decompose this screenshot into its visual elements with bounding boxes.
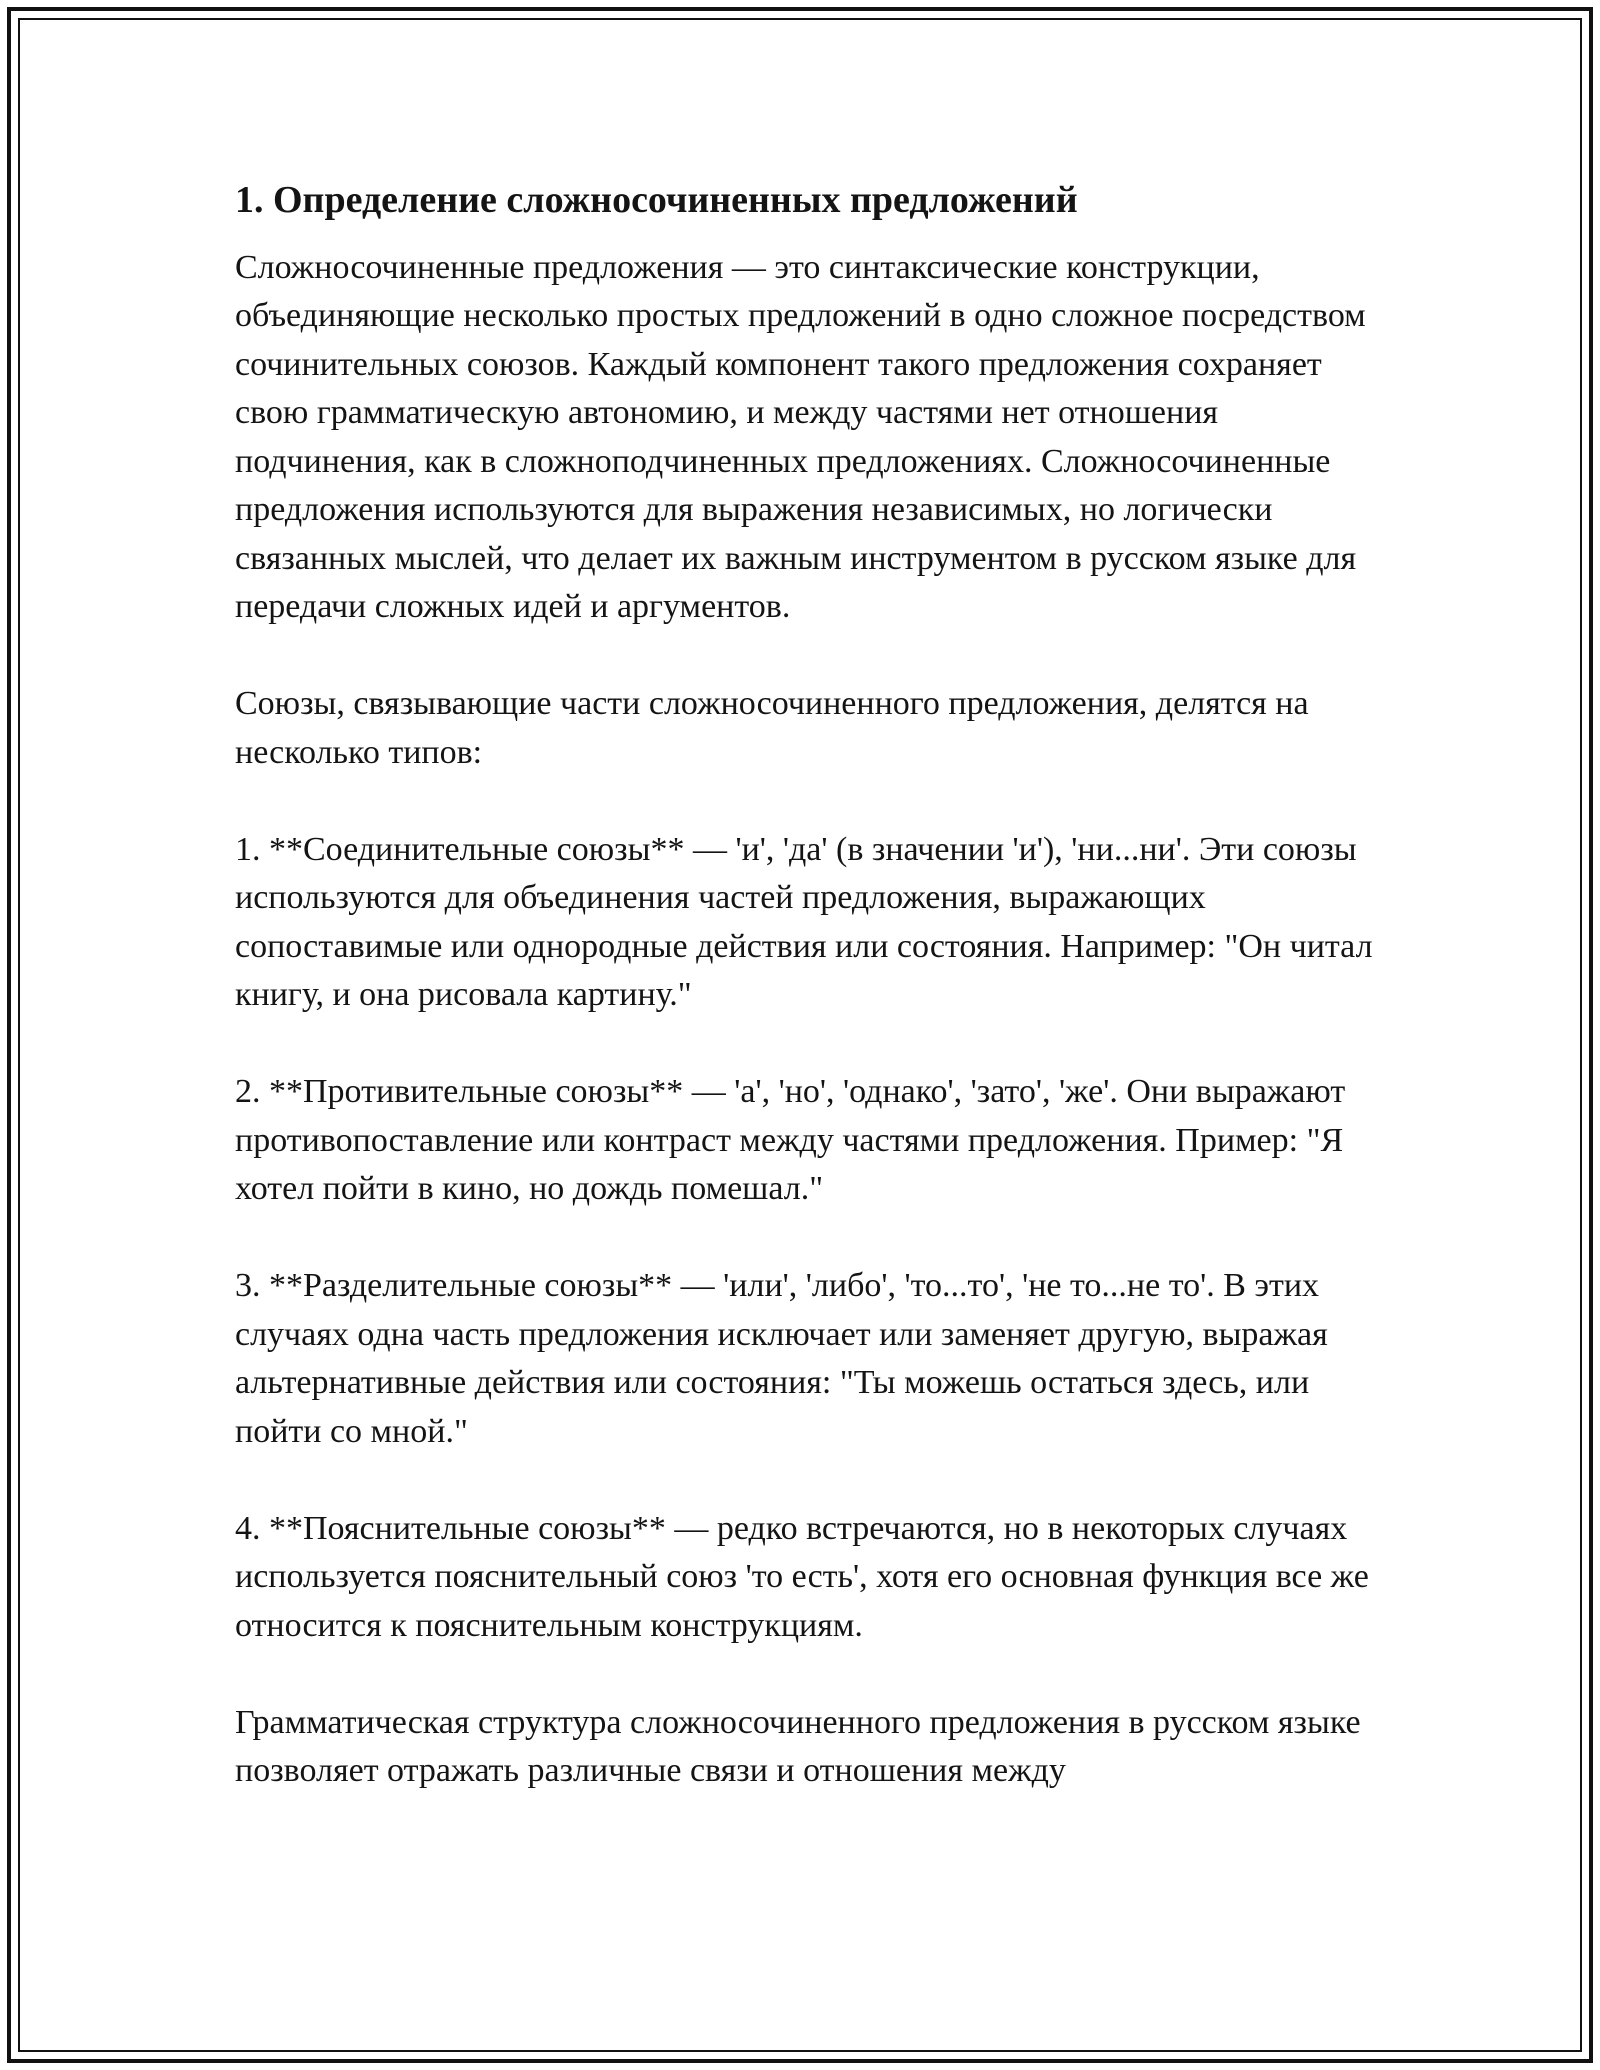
- list-item-explanatory-conjunctions: 4. **Пояснительные союзы** — редко встречаются, но в некоторых случаях используется пояснительный союз 'то есть', хотя его основная функция все же относится к пояснительным конструкциям.: [235, 1509, 1369, 1644]
- section-heading: 1. Определение сложносочиненных предложений: [235, 179, 1078, 221]
- paragraph-grammatical-structure: Грамматическая структура сложносочиненного предложения в русском языке позволяет отражать различные связи и отношения между: [235, 1703, 1361, 1790]
- list-item-adversative-conjunctions: 2. **Противительные союзы** — 'а', 'но', 'однако', 'зато', 'же'. Они выражают противопоставление или контраст между частями предложения. Пример: "Я хотел пойти в кино, но дождь помешал.": [235, 1073, 1346, 1208]
- paragraph-definition: Сложносочиненные предложения — это синтаксические конструкции, объединяющие несколько простых предложений в одно сложное посредством сочинительных союзов. Каждый компонент такого предложения сохраняет свою грамматическую автономию, и между частями нет отношения подчинения, как в сложноподчиненных предложениях. Сложносочиненные предложения используются для выражения независимых, но логически связанных мыслей, что делает их важным инструментом в русском языке для передачи сложных идей и аргументов.: [235, 248, 1366, 626]
- document-body: [235, 178, 1375, 1844]
- list-item-disjunctive-conjunctions: 3. **Разделительные союзы** — 'или', 'либо', 'то...то', 'не то...не то'. В этих случаях одна часть предложения исключает или заменяет другую, выражая альтернативные действия или состояния: "Ты можешь остаться здесь, или пойти со мной.": [235, 1267, 1328, 1450]
- list-item-connecting-conjunctions: 1. **Соединительные союзы** — 'и', 'да' (в значении 'и'), 'ни...ни'. Эти союзы используются для объединения частей предложения, выражающих сопоставимые или однородные действия или состояния. Например: "Он читал книгу, и она рисовала картину.": [235, 830, 1373, 1014]
- paragraph-conjunction-types-intro: Союзы, связывающие части сложносочиненного предложения, делятся на несколько типов:: [235, 685, 1309, 771]
